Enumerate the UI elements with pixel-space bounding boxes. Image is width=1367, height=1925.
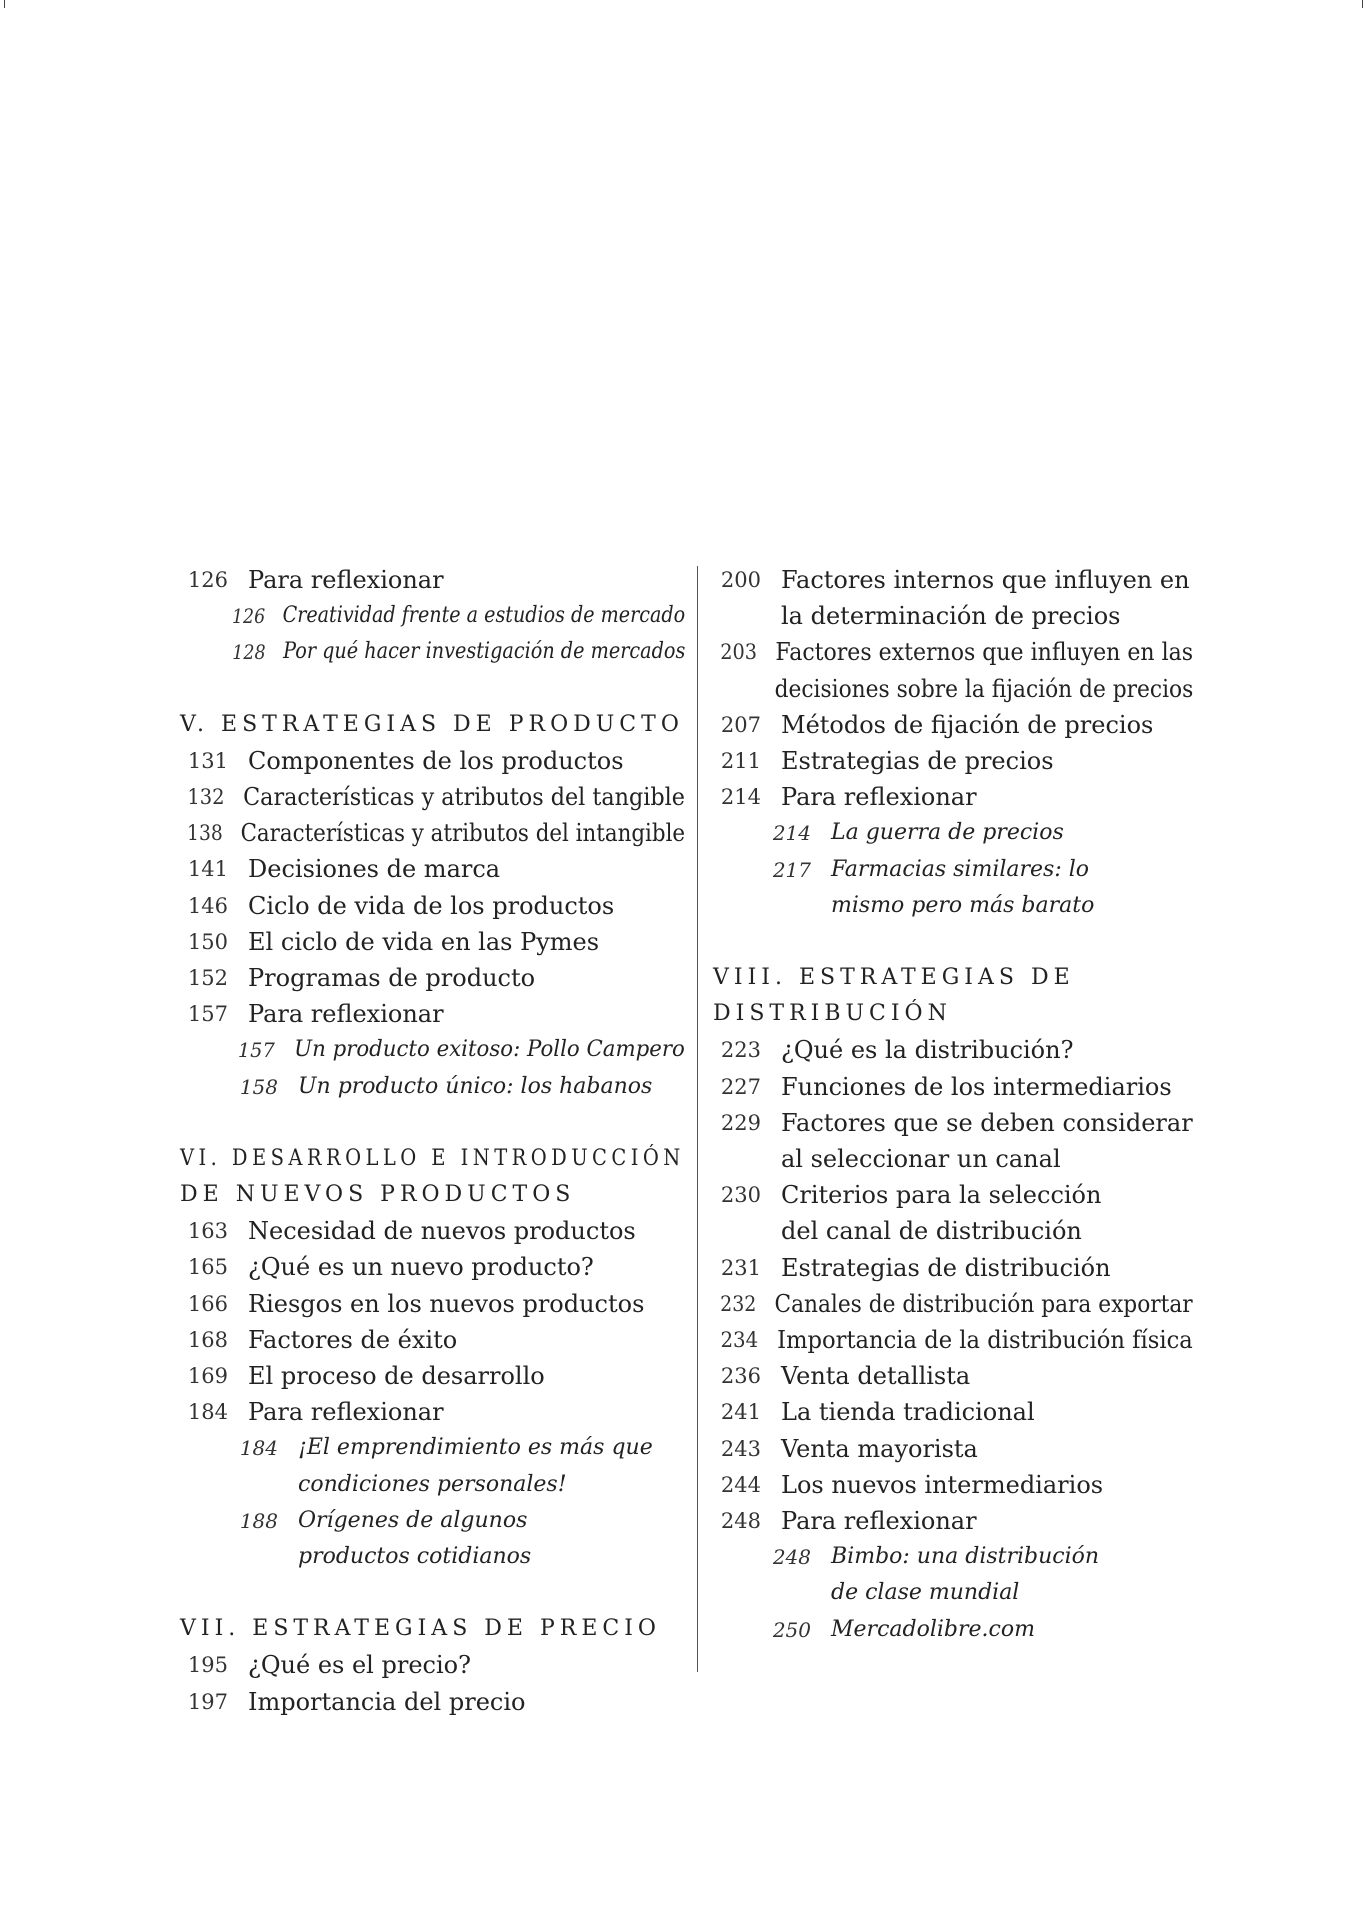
entry-title: Necesidad de nuevos productos [248, 1217, 636, 1246]
section-heading: VIII. ESTRATEGIAS DE [713, 965, 1075, 991]
entry-title: La guerra de precios [831, 820, 1064, 846]
section-heading: VII. ESTRATEGIAS DE PRECIO [180, 1616, 661, 1642]
entry-title: Factores que se deben considerar [781, 1108, 1193, 1137]
page-number: 231 [720, 1255, 761, 1280]
toc-entry [180, 1647, 685, 1683]
entry-title: Creatividad frente a estudios de mercado [282, 603, 686, 629]
page-number: 223 [720, 1038, 761, 1063]
toc-entry [713, 1105, 1193, 1141]
entry-title: Estrategias de precios [781, 747, 1054, 776]
entry-title: El proceso de desarrollo [248, 1362, 545, 1391]
page-number: 146 [187, 893, 228, 918]
toc-entry [180, 1213, 685, 1249]
entry-title: Programas de producto [248, 964, 536, 993]
entry-title: Métodos de fijación de precios [781, 710, 1154, 739]
toc-entry [180, 1358, 685, 1394]
entry-title: Para reflexionar [781, 783, 977, 812]
entry-title: Estrategias de distribución [781, 1253, 1111, 1282]
page-number: 138 [187, 821, 223, 846]
entry-title: La tienda tradicional [781, 1398, 1035, 1427]
toc-entry [713, 1032, 1193, 1068]
toc-subentry [713, 1612, 1193, 1648]
entry-title: Orígenes de algunos [298, 1507, 528, 1533]
page-number [763, 1575, 831, 1611]
page-number: 217 [772, 857, 811, 882]
entry-title: Para reflexionar [248, 566, 444, 594]
toc-right-column [713, 562, 1193, 1648]
toc-entry [180, 1286, 685, 1322]
section-spacer [180, 1105, 685, 1141]
page-number: 232 [720, 1291, 757, 1316]
page-number: 207 [720, 712, 761, 737]
entry-title: decisiones sobre la fijación de precios [774, 674, 1194, 703]
entry-title: Por qué hacer investigación de mercados [283, 639, 686, 665]
page-number: 248 [720, 1509, 761, 1534]
entry-title: ¿Qué es un nuevo producto? [248, 1253, 594, 1282]
page-number: 163 [187, 1219, 228, 1244]
toc-entry [713, 1141, 1193, 1177]
toc-subentry [180, 598, 686, 634]
entry-title: Bimbo: una distribución [831, 1544, 1100, 1570]
entry-title: Factores internos que influyen en [781, 566, 1190, 594]
entry-title: Criterios para la selección [781, 1181, 1102, 1210]
entry-title: Características y atributos del intangible [240, 819, 686, 848]
page-number [713, 1213, 781, 1249]
entry-title: productos cotidianos [298, 1544, 532, 1570]
page-number: 244 [720, 1472, 761, 1497]
toc-subentry [713, 852, 1193, 888]
entry-title: Para reflexionar [781, 1507, 977, 1536]
page-number: 227 [720, 1074, 761, 1099]
entry-title: de clase mundial [831, 1580, 1020, 1606]
entry-title: Canales de distribución para exportar [774, 1289, 1193, 1318]
page-number: 184 [187, 1400, 228, 1425]
toc-entry [180, 851, 685, 887]
toc-entry [180, 562, 685, 598]
toc-subentry [180, 1069, 685, 1105]
page-number: 230 [720, 1183, 761, 1208]
toc-subentry [180, 1467, 685, 1503]
page-number: 126 [187, 568, 228, 592]
page-number [713, 671, 775, 707]
toc-entry [713, 743, 1193, 779]
page-number [713, 1141, 781, 1177]
page-number: 132 [187, 785, 225, 810]
toc-entry [180, 1322, 685, 1358]
entry-title: Venta detallista [781, 1362, 971, 1391]
toc-entry [180, 743, 685, 779]
toc-entry [713, 634, 1194, 670]
toc-entry [713, 671, 1194, 707]
toc-entry [713, 1286, 1193, 1322]
toc-entry [180, 1249, 685, 1285]
toc-entry [713, 1213, 1193, 1249]
entry-title: El ciclo de vida en las Pymes [248, 927, 600, 956]
toc-entry [713, 1177, 1193, 1213]
entry-title: la determinación de precios [781, 602, 1121, 631]
entry-title: Importancia de la distribución física [777, 1326, 1193, 1355]
page-number: 250 [772, 1617, 811, 1642]
toc-entry [180, 1684, 685, 1720]
toc-entry [713, 1503, 1193, 1539]
page-number: 211 [720, 749, 761, 774]
toc-entry [713, 1467, 1193, 1503]
entry-title: Un producto único: los habanos [298, 1073, 653, 1099]
toc-subentry [713, 888, 1193, 924]
column-divider [697, 566, 698, 1672]
entry-title: ¿Qué es la distribución? [781, 1036, 1074, 1065]
toc-subentry [180, 634, 686, 670]
section-spacer [180, 671, 685, 707]
entry-title: Funciones de los intermediarios [781, 1072, 1172, 1101]
toc-entry [713, 562, 1193, 598]
page-number: 214 [772, 821, 811, 846]
toc-entry [180, 888, 685, 924]
page-number: 197 [187, 1689, 228, 1714]
section-heading: VI. DESARROLLO E INTRODUCCIÓN [180, 1145, 685, 1171]
toc-subentry [180, 1503, 685, 1539]
page-number: 165 [187, 1255, 228, 1280]
toc-entry [713, 1250, 1193, 1286]
entry-title: Componentes de los productos [248, 746, 624, 775]
entry-title: condiciones personales! [298, 1471, 567, 1497]
page-number: 203 [720, 640, 758, 665]
entry-title: Características y atributos del tangible [243, 783, 685, 812]
section-heading: V. ESTRATEGIAS DE PRODUCTO [180, 711, 684, 737]
page-number: 195 [187, 1653, 228, 1678]
entry-title: ¡El emprendimiento es más que [298, 1435, 653, 1461]
toc-entry [713, 1394, 1193, 1430]
entry-title: Mercadolibre.com [831, 1616, 1035, 1642]
entry-title: Factores externos que influyen en las [775, 638, 1194, 667]
page-number: 248 [772, 1545, 811, 1570]
entry-title: Riesgos en los nuevos productos [248, 1289, 645, 1318]
page-number: 128 [232, 640, 266, 665]
page-number: 131 [187, 748, 228, 773]
page-number [230, 1467, 298, 1503]
entry-title: Farmacias similares: lo [831, 856, 1090, 882]
entry-title: Los nuevos intermediarios [781, 1470, 1104, 1499]
page-number: 157 [187, 1002, 228, 1027]
page-number [763, 888, 831, 924]
entry-title: del canal de distribución [781, 1217, 1082, 1246]
page-number [713, 598, 781, 634]
toc-entry [713, 1322, 1193, 1358]
crop-mark-left [4, 0, 5, 8]
crop-mark-right [1362, 0, 1363, 8]
toc-subentry [180, 1032, 685, 1068]
page-number: 126 [231, 604, 266, 629]
toc-subentry [180, 1430, 685, 1466]
section-spacer [180, 1575, 685, 1611]
entry-title: Para reflexionar [248, 1398, 444, 1427]
toc-subentry [713, 1575, 1193, 1611]
toc-left-column [180, 562, 685, 1720]
section-spacer [713, 924, 1193, 960]
section-heading: DE NUEVOS PRODUCTOS [180, 1182, 576, 1208]
toc-entry [180, 815, 686, 851]
toc-entry [713, 1069, 1193, 1105]
entry-title: Factores de éxito [248, 1325, 458, 1354]
page-number: 229 [720, 1110, 761, 1135]
entry-title: Un producto exitoso: Pollo Campero [294, 1037, 685, 1063]
page-number [230, 1539, 298, 1575]
toc-subentry [713, 1539, 1193, 1575]
toc-subentry [713, 815, 1193, 851]
toc-entry [713, 1358, 1193, 1394]
page-number: 168 [187, 1327, 228, 1352]
toc-entry [713, 707, 1193, 743]
entry-title: ¿Qué es el precio? [248, 1651, 471, 1680]
toc-entry [713, 1431, 1193, 1467]
toc-entry [713, 779, 1193, 815]
page-number: 158 [239, 1074, 278, 1099]
page-number: 243 [720, 1436, 761, 1461]
entry-title: al seleccionar un canal [781, 1145, 1061, 1174]
page-number: 184 [239, 1436, 278, 1461]
page-number: 157 [237, 1038, 275, 1063]
toc-entry [180, 996, 685, 1032]
page-number: 200 [720, 568, 761, 592]
toc-subentry [180, 1539, 685, 1575]
entry-title: mismo pero más barato [831, 892, 1095, 918]
entry-title: Venta mayorista [781, 1434, 978, 1463]
toc-entry [713, 598, 1193, 634]
page-number: 150 [187, 929, 228, 954]
entry-title: Para reflexionar [248, 1000, 444, 1029]
section-heading: DISTRIBUCIÓN [713, 1001, 952, 1027]
page-number: 166 [187, 1291, 228, 1316]
toc-entry [180, 924, 685, 960]
page-number: 241 [720, 1400, 761, 1425]
toc-entry [180, 960, 685, 996]
page-number: 169 [187, 1364, 228, 1389]
entry-title: Ciclo de vida de los productos [248, 891, 615, 920]
page-number: 141 [187, 857, 228, 882]
entry-title: Decisiones de marca [248, 855, 501, 884]
page-number: 214 [720, 785, 761, 810]
entry-title: Importancia del precio [248, 1687, 526, 1716]
page-number: 188 [239, 1508, 278, 1533]
page-number: 152 [187, 966, 228, 991]
toc-entry [180, 779, 685, 815]
toc-entry [180, 1394, 685, 1430]
page-number: 234 [720, 1328, 759, 1353]
page-number: 236 [720, 1364, 761, 1389]
